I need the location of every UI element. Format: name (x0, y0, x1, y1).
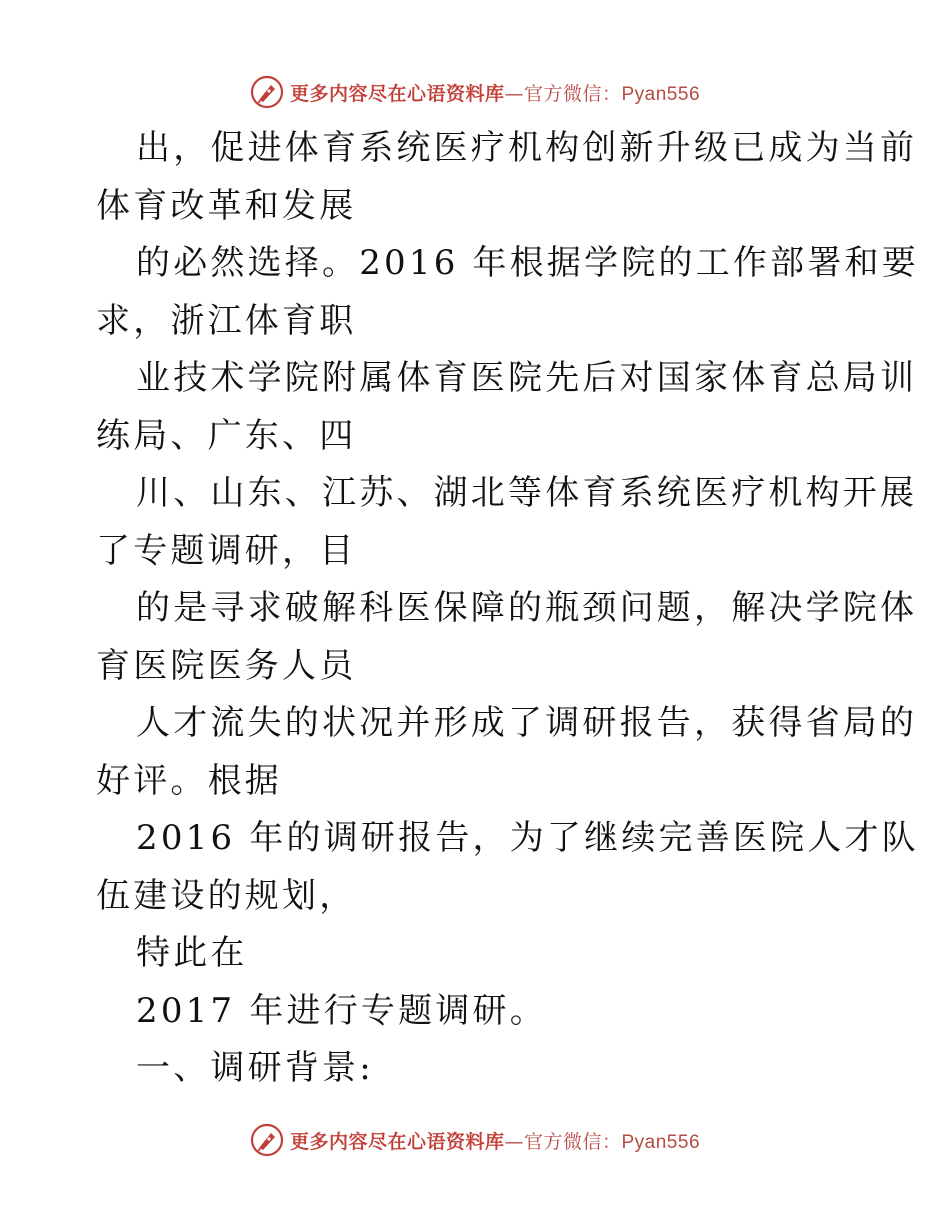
text-line: 业技术学院附属体育医院先后对国家体育总局训 (136, 358, 918, 398)
text-line: 育医院医务人员 (96, 645, 357, 686)
header-watermark (0, 72, 950, 112)
pen-nib-logo-icon (250, 75, 284, 109)
watermark-separator: — (504, 1130, 524, 1153)
text-line: 好评。根据 (96, 760, 282, 801)
watermark-suffix: 官方微信： (523, 1130, 622, 1153)
pen-nib-logo-icon (250, 1123, 284, 1157)
watermark-wechat-id: Pyan556 (621, 1131, 701, 1153)
text-line: 体育改革和发展 (96, 185, 357, 226)
text-line: 了专题调研，目 (96, 530, 357, 571)
text-line: 伍建设的规划， (96, 875, 357, 916)
text-line: 的是寻求破解科医保障的瓶颈问题，解决学院体 (136, 588, 918, 628)
text-line: 2016 年的调研报告，为了继续完善医院人才队 (136, 818, 919, 858)
document-body (96, 120, 919, 1098)
watermark-suffix: 官方微信： (523, 82, 622, 105)
text-line: 人才流失的状况并形成了调研报告，获得省局的 (136, 703, 918, 743)
text-line: 特此在 (136, 933, 248, 973)
watermark-main: 更多内容尽在心语资料库 (289, 82, 505, 105)
text-line: 求，浙江体育职 (96, 300, 357, 341)
watermark-wechat-id: Pyan556 (621, 83, 701, 105)
text-line: 出，促进体育系统医疗机构创新升级已成为当前 (136, 128, 918, 168)
watermark-main: 更多内容尽在心语资料库 (289, 1130, 505, 1153)
section-heading: 一、调研背景: (136, 1048, 374, 1088)
text-line: 2017 年进行专题调研。 (136, 990, 547, 1031)
text-line: 练局、广东、四 (96, 415, 357, 456)
text-line: 川、山东、江苏、湖北等体育系统医疗机构开展 (136, 473, 918, 513)
footer-watermark (0, 1120, 950, 1160)
text-line: 的必然选择。2016 年根据学院的工作部署和要 (136, 243, 919, 283)
watermark-separator: — (504, 82, 524, 105)
